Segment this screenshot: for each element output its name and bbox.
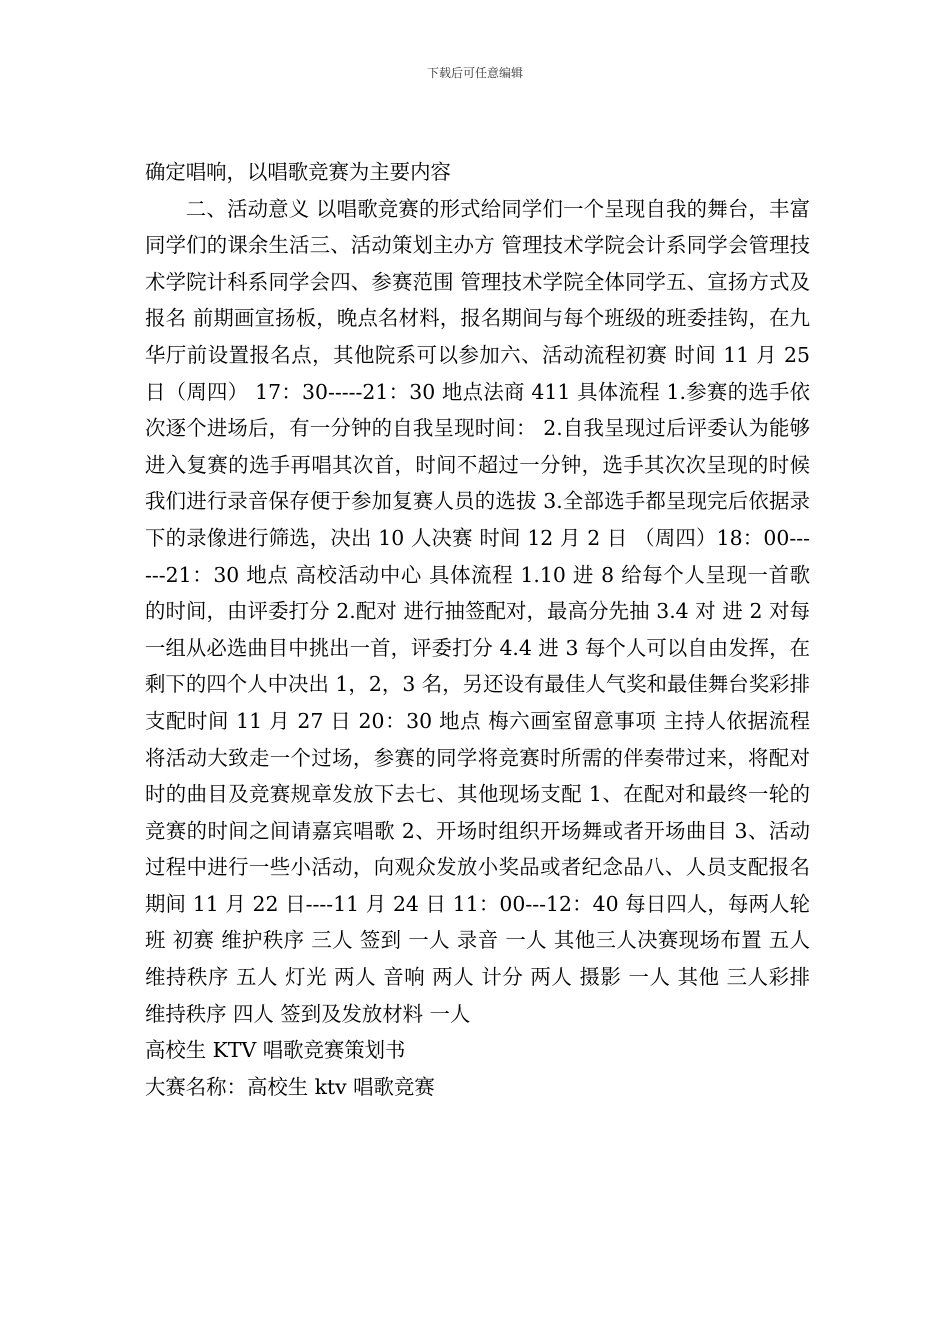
document-body [145, 154, 810, 1105]
page-header: 下载后可任意编辑 [426, 66, 523, 80]
paragraph-intro: 确定唱响，以唱歌竞赛为主要内容 [145, 160, 451, 184]
paragraph-title: 高校生 KTV 唱歌竞赛策划书 [145, 1038, 406, 1063]
paragraph-contest-name: 大赛名称：高校生 ktv 唱歌竞赛 [145, 1074, 435, 1099]
paragraph-main: 二、活动意义 以唱歌竞赛的形式给同学们一个呈现自我的舞台，丰富同学们的课余生活三、活动策划主办方 管理技术学院会计系同学会管理技术学院计科系同学会四、参赛范围 管理技术学院全体同学五、宣扬方式及报名 前期画宣扬板，晚点名材料，报名期间与每个班级的班委挂钩，在九华厅前设置报名点，其他院系可以参加六、活动流程初赛 时间 11 月 25 日（周四） 17：30-----21：30 地点法商 411 具体流程 1.参赛的选手依次逐个进场后，有一分钟的自我呈现时间： 2.自我呈现过后评委认为能够进入复赛的选手再唱其次首，时间不超过一分钟，选手其次次呈现的时候我们进行录音保存便于参加复赛人员的选拔 3.全部选手都呈现完后依据录下的录像进行筛选，决出 10 人决赛 时间 12 月 2 日 （周四）18：00------21：30 地点 高校活动中心 具体流程 1.10 进 8 给每个人呈现一首歌的时间，由评委打分 2.配对 进行抽签配对，最高分先抽 3.4 对 进 2 对每一组从必选曲目中挑出一首，评委打分 4.4 进 3 每个人可以自由发挥，在剩下的四个人中决出 1，2，3 名，另还设有最佳人气奖和最佳舞台奖彩排支配时间 11 月 27 日 20：30 地点 梅六画室留意事项 主持人依据流程将活动大致走一个过场，参赛的同学将竞赛时所需的伴奏带过来，将配对时的曲目及竞赛规章发放下去七、其他现场支配 1、在配对和最终一轮的竞赛的时间之间请嘉宾唱歌 2、开场时组织开场舞或者开场曲目 3、活动过程中进行一些小活动，向观众发放小奖品或者纪念品八、人员支配报名期间 11 月 22 日----11 月 24 日 11：00---12：40 每日四人，每两人轮班 初赛 维护秩序 三人 签到 一人 录音 一人 其他三人决赛现场布置 五人 维持秩序 五人 灯光 两人 音响 两人 计分 两人 摄影 一人 其他 三人彩排 维持秩序 四人 签到及发放材料 一人 [145, 196, 810, 1026]
